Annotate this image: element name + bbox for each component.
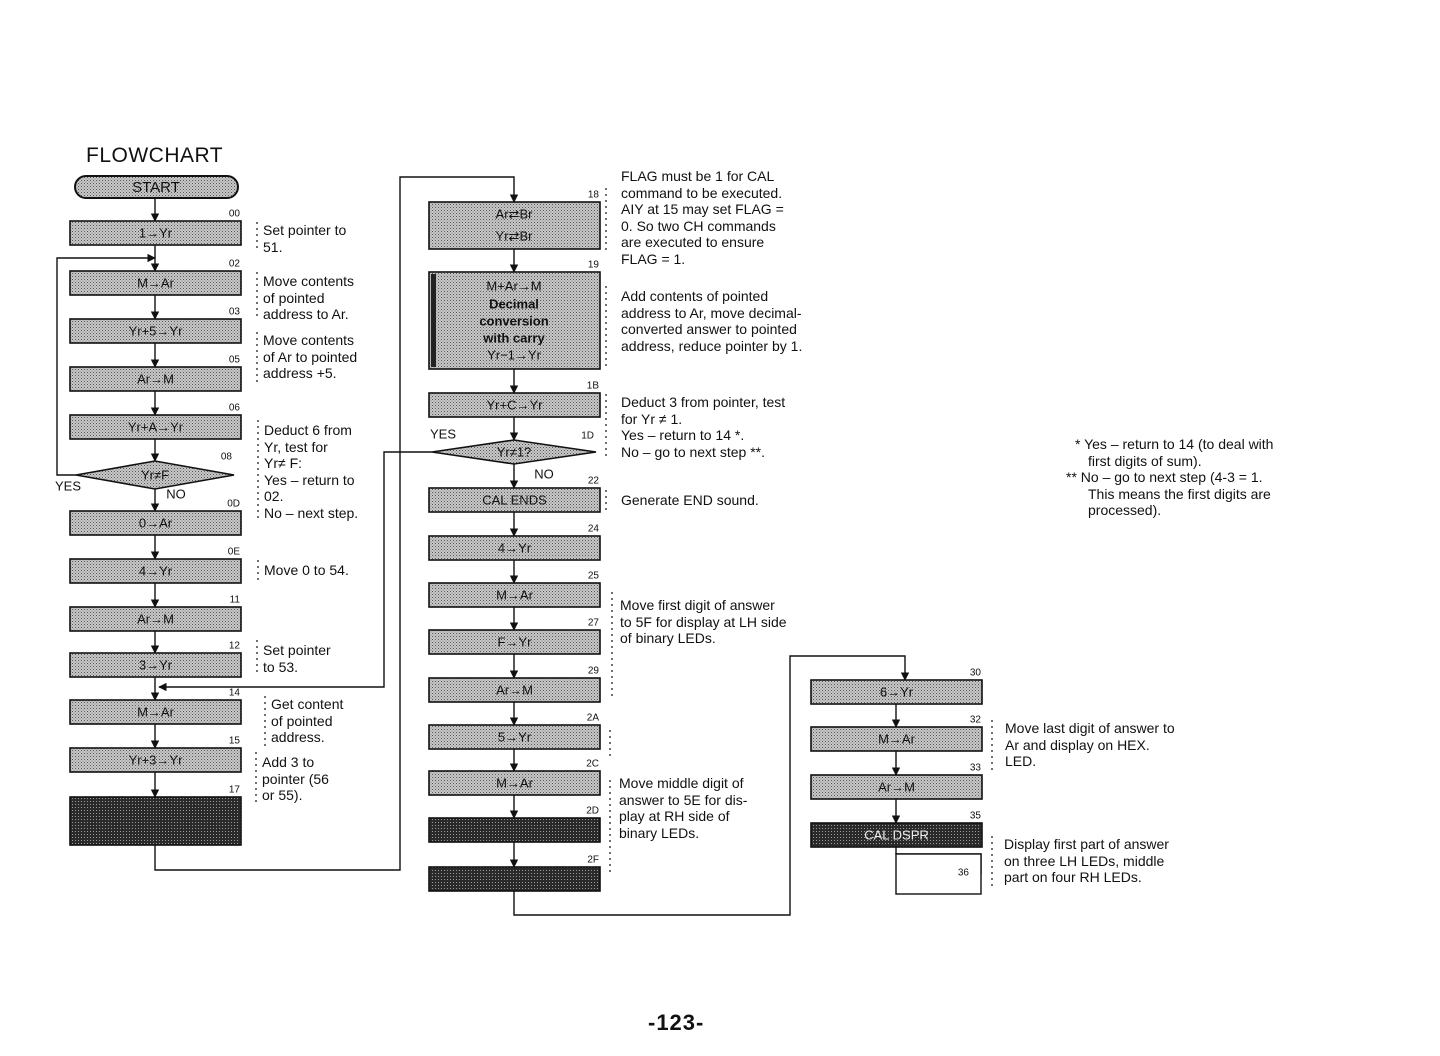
note-deduct-3 (621, 394, 837, 460)
address-label: 24 (587, 523, 599, 535)
note-line: on three LH LEDs, middle (1004, 852, 1165, 869)
note-line: binary LEDs. (619, 824, 700, 841)
address-label: 19 (587, 259, 599, 271)
note-line: Move first digit of answer (620, 597, 775, 613)
address-label: 36 (957, 867, 969, 879)
note-set-pointer-53 (263, 642, 331, 675)
address-label: 15 (228, 735, 240, 747)
process-box-label: M→Ar (496, 775, 533, 791)
process-box-label: Ar→M (496, 682, 533, 698)
note-line: processed). (1088, 502, 1162, 518)
process-box-label: 0→Ar (138, 515, 173, 531)
note-line: converted answer to pointed (621, 321, 797, 337)
process-box-label: F→Yr (497, 634, 532, 650)
footnote (1066, 436, 1326, 519)
address-label: 22 (587, 475, 599, 487)
note-line: or 55). (262, 787, 303, 803)
note-line: Yr≠ F: (264, 455, 303, 471)
note-line: Display first part of answer (1004, 836, 1169, 852)
note-line: Yes – return to (264, 471, 355, 488)
note-last-digit (1005, 720, 1219, 770)
note-flag (621, 168, 835, 267)
note-line: Move middle digit of (619, 775, 744, 791)
yes-label: YES (54, 478, 82, 494)
note-line: pointer (56 (262, 770, 329, 787)
process-box-label: Ar→M (137, 611, 174, 627)
note-line: Set pointer to (263, 222, 347, 238)
note-first-digit (620, 597, 834, 647)
note-line: of pointed (271, 712, 333, 729)
note-get-content (271, 696, 343, 746)
note-line: Ar and display on HEX. (1005, 736, 1150, 753)
note-line: Yr, test for (264, 438, 328, 455)
note-line: 02. (264, 488, 284, 504)
note-middle-digit (619, 775, 781, 841)
address-label: 0D (227, 498, 240, 510)
note-line: Yes – return to 14 *. (621, 427, 745, 443)
address-label: 0E (227, 546, 240, 558)
page-number: -123- (648, 1010, 705, 1035)
note-line: Get content (271, 696, 344, 712)
note-line: of binary LEDs. (620, 630, 716, 646)
address-label: 32 (969, 714, 981, 726)
decimal-line: Decimal (489, 296, 539, 312)
decision-yr-not-1-label: Yr≠1? (496, 444, 532, 460)
note-line: address, reduce pointer by 1. (621, 337, 803, 354)
note-line: LED. (1005, 753, 1037, 769)
decimal-line: M+Ar→M (486, 278, 542, 294)
address-label: 35 (969, 810, 981, 822)
note-line: AIY at 15 may set FLAG = (621, 201, 784, 217)
note-line: address. (271, 729, 325, 745)
address-label: 2C (586, 758, 599, 770)
exchange-yr-br-label: Yr⇄Br (495, 228, 533, 244)
process-box-dark (429, 818, 600, 842)
address-label: 30 (969, 667, 981, 679)
address-label: 33 (969, 762, 981, 774)
address-label: 18 (587, 189, 599, 201)
note-line: address to Ar, move decimal- (621, 304, 802, 321)
address-label: 2D (586, 805, 599, 817)
note-line: to 53. (263, 658, 299, 675)
yes-label: YES (429, 426, 457, 442)
address-label: 00 (228, 208, 240, 220)
address-label: 11 (229, 594, 240, 606)
process-box-label: 4→Yr (497, 540, 532, 556)
note-line: are executed to ensure (621, 234, 765, 250)
note-line: FLAG = 1. (621, 250, 686, 267)
note-line: to 5F for display at LH side (620, 613, 787, 630)
note-line: answer to 5E for dis- (619, 791, 748, 808)
process-box-label: 4→Yr (138, 563, 173, 579)
address-label: 25 (587, 570, 599, 582)
address-label: 27 (587, 617, 599, 629)
note-line: Add contents of pointed (621, 288, 769, 304)
note-move-ar-to-address (263, 332, 357, 382)
page-title: FLOWCHART (86, 144, 224, 167)
process-box-label: Yr+A→Yr (127, 419, 184, 435)
note-line: No – go to next step **. (621, 443, 765, 460)
note-line: Deduct 6 from (264, 422, 352, 438)
process-box-label: Yr+3→Yr (128, 752, 183, 768)
note-display-first-part (1004, 836, 1218, 886)
no-label: NO (534, 466, 554, 482)
note-line: Move contents (263, 273, 355, 289)
no-label: NO (166, 486, 186, 502)
note-deduct-6 (264, 422, 358, 521)
note-line: 0. So two CH commands (621, 217, 776, 234)
process-box-label: Ar→M (878, 779, 915, 795)
note-line: Move last digit of answer to (1005, 720, 1175, 736)
address-label: 14 (228, 687, 240, 699)
address-label: 12 (228, 640, 240, 652)
address-label: 2F (587, 854, 599, 866)
note-line: first digits of sum). (1088, 452, 1202, 469)
address-label: 1B (586, 380, 599, 392)
address-label: 29 (587, 665, 599, 677)
process-box-dark (429, 867, 600, 891)
note-line: Deduct 3 from pointer, test (621, 394, 786, 410)
process-box-label: Yr+C→Yr (486, 397, 543, 413)
note-line: part on four RH LEDs. (1004, 869, 1142, 885)
note-line: of Ar to pointed (263, 348, 358, 365)
note-line: address to Ar. (263, 306, 349, 322)
note-line: FLAG must be 1 for CAL (621, 168, 775, 184)
note-move-0-to-54 (264, 562, 349, 579)
process-box-label: M→Ar (496, 587, 533, 603)
note-line: Move 0 to 54. (264, 562, 349, 578)
address-label: 17 (228, 784, 240, 796)
note-line: command to be executed. (621, 184, 783, 201)
note-move-contents-to-ar (263, 273, 354, 323)
decimal-line: conversion (479, 313, 549, 329)
note-line: Move contents (263, 332, 355, 348)
process-box-label: 1→Yr (138, 225, 173, 241)
process-box-dark-label: CAL DSPR (864, 827, 929, 843)
note-line: This means the first digits are (1088, 485, 1271, 502)
note-line: address +5. (263, 365, 337, 381)
note-line: for Yr ≠ 1. (621, 410, 683, 427)
process-box-label: 5→Yr (497, 729, 532, 745)
decimal-line: Yr−1→Yr (487, 347, 541, 363)
note-set-pointer-51 (263, 222, 346, 255)
decimal-box-edge (431, 274, 436, 367)
decision-yr-not-f-label: Yr≠F (140, 467, 170, 483)
address-label: 2A (586, 712, 599, 724)
note-line: Generate END sound. (621, 492, 759, 508)
process-box-dark (70, 797, 241, 845)
process-box-label: Ar→M (137, 371, 174, 387)
address-label: 1D (581, 430, 594, 442)
process-box-label: 3→Yr (138, 657, 173, 673)
address-label: 05 (228, 354, 240, 366)
process-box-label: CAL ENDS (482, 492, 547, 508)
note-line: * Yes – return to 14 (to deal with (1075, 436, 1274, 452)
note-line: 51. (263, 238, 283, 255)
address-label: 08 (220, 451, 232, 463)
note-line: play at RH side of (619, 808, 730, 824)
process-box-label: 6→Yr (879, 684, 914, 700)
note-add-decimal (621, 288, 837, 354)
note-line: Set pointer (263, 642, 331, 658)
note-line: Add 3 to (262, 754, 315, 770)
note-line: of pointed (263, 289, 325, 306)
process-box-label: M→Ar (137, 275, 174, 291)
address-label: 03 (228, 306, 240, 318)
decimal-line: with carry (483, 330, 545, 346)
process-box-label: Yr+5→Yr (128, 323, 183, 339)
note-add-3 (262, 754, 329, 804)
exchange-ar-br-label: Ar⇄Br (495, 206, 533, 222)
note-line: ** No – go to next step (4-3 = 1. (1066, 469, 1263, 485)
note-end-sound (621, 492, 759, 509)
process-box-label: M→Ar (878, 731, 915, 747)
start-label: START (132, 178, 180, 196)
address-label: 02 (228, 258, 240, 270)
process-box-label: M→Ar (137, 704, 174, 720)
address-label: 06 (228, 402, 240, 414)
note-line: No – next step. (264, 504, 359, 521)
